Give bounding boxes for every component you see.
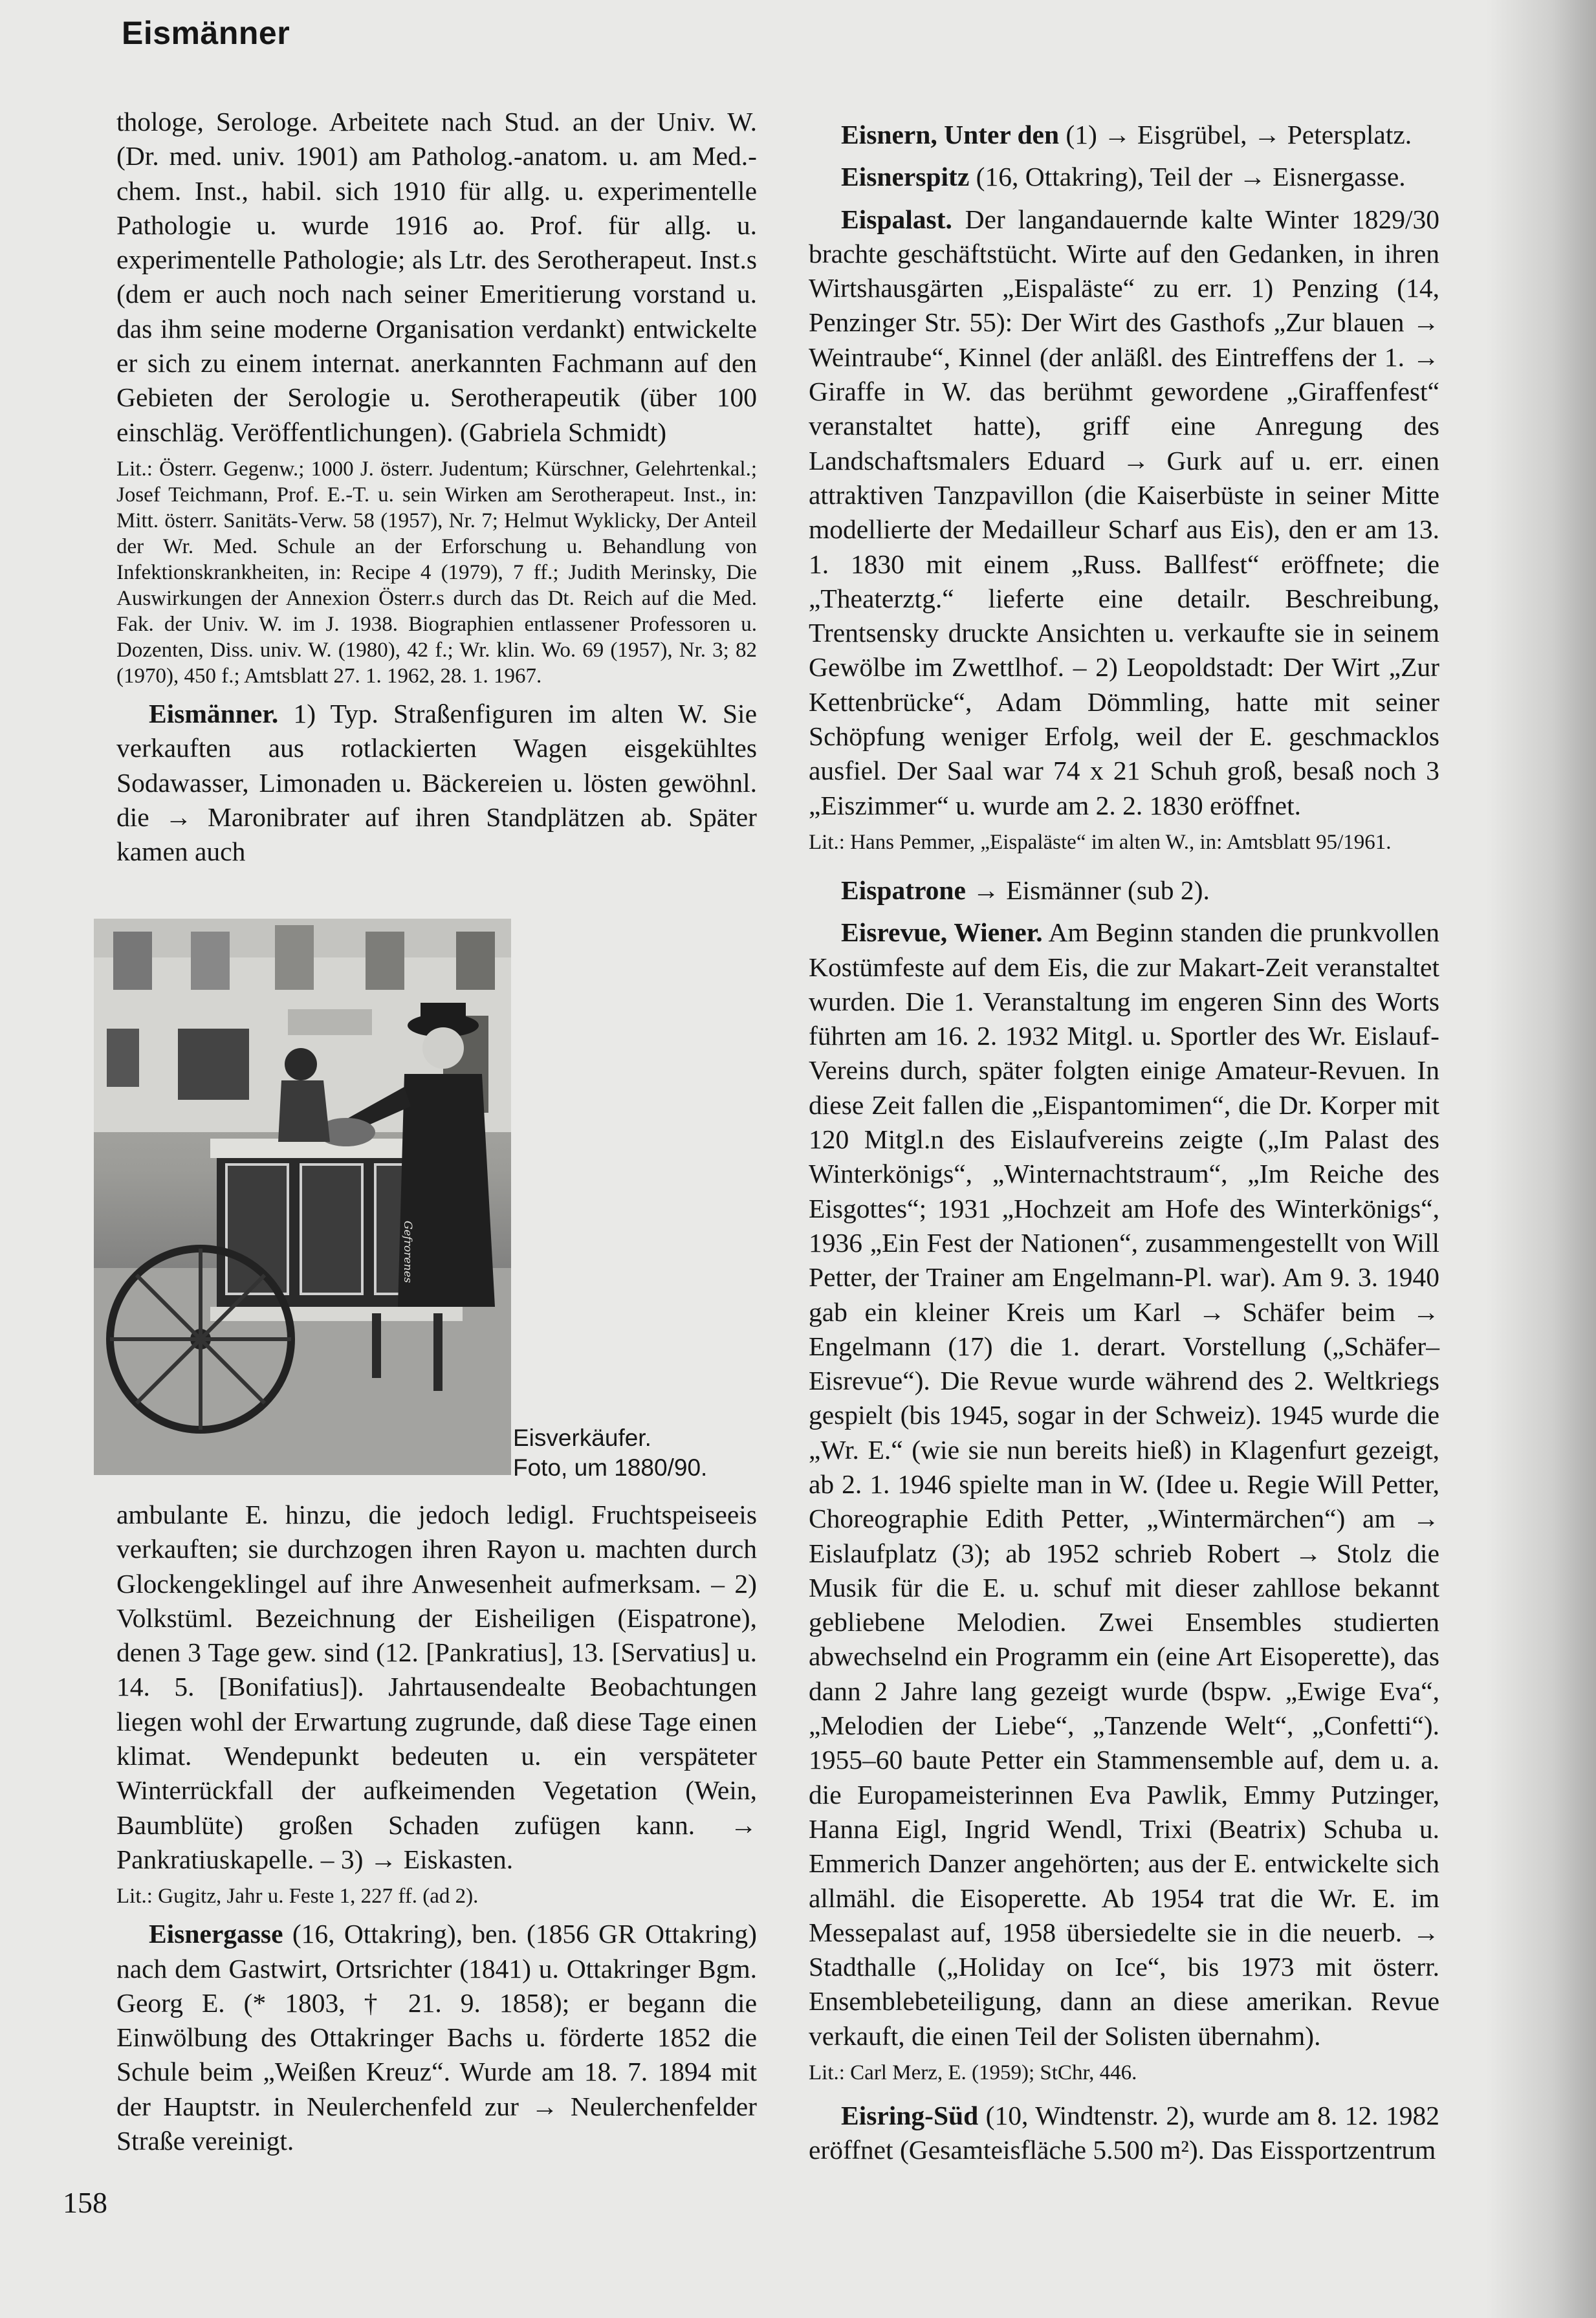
left-column-top (116, 105, 757, 869)
entry-continuation: thologe, Serologe. Arbeitete nach Stud. an der Univ. W. (Dr. med. univ. 1901) am Patholog.-anatom. u. am Med.-chem. Inst., habil. sich 1910 für allg. u. experimentelle Pathologie u. wurde 1916 ao. Prof. für allg. u. experimentelle Pathologie; als Ltr. des Serotherapeut. Inst.s (dem er auch noch nach seiner Emeritierung vorstand u. das ihm seine moderne Organisation verdankt) entwickelte er sich zu einem internat. anerkannten Fachmann auf den Gebieten der Serologie u. Serotherapeutik (über 100 einschläg. Veröffentlichungen). (Gabriela Schmidt) (116, 107, 757, 447)
figure-ice-vendor (94, 919, 773, 1482)
entry-headword: Eisring-Süd (841, 2101, 979, 2131)
ice-cart-illustration (94, 919, 511, 1475)
entry-headword: Eisnergasse (149, 1919, 283, 1949)
literature-note: Lit.: Hans Pemmer, „Eispaläste“ im alten W., in: Amtsblatt 95/1961. (809, 830, 1392, 854)
caption-title: Eisverkäufer. (513, 1425, 651, 1451)
entry-eismaenner-continued: ambulante E. hinzu, die jedoch ledigl. Fruchtspeiseeis verkauften; sie durchzogen ihren Rayon u. machten durch Glockengeklingel auf ihre Anwesenheit aufmerksam. – 2) Volkstüml. Bezeichnung der Eisheiligen (Eispatrone), denen 3 Tage gew. sind (12. [Pankratius], 13. [Servatius] u. 14. 5. [Bonifatius]). Jahrtausendealte Beobachtungen liegen wohl der Erwartung zugrunde, daß diese Tage einen klimat. Wendepunkt bedeuten u. ein verspäteter Winterrückfall der aufkeimenden Vegetation (Wein, Baumblüte) großen Schaden zufügen kann. → Pankratiuskapelle. – 3) → Eiskasten. (116, 1500, 757, 1874)
running-head: Eismänner (122, 15, 290, 51)
entry-headword: Eisnerspitz (841, 162, 970, 192)
entry-headword: Eispalast. (841, 204, 952, 234)
entry-text: (16, Ottakring), Teil der → Eisnergasse. (969, 162, 1406, 192)
entry-text: (10, Windtenstr. 2), wurde am 8. 12. 1982 eröffnet (Gesamteisfläche 5.500 m²). Das Eissportzentrum (809, 2101, 1439, 2165)
entry-eisnerspitz (809, 160, 1439, 194)
left-column-bottom (116, 1498, 757, 2158)
entry-text: Am Beginn standen die prunkvollen Kostümfeste auf dem Eis, die zur Makart-Zeit veranstaltet wurden. Die 1. Veranstaltung im engeren Sinn des Worts führten am 16. 2. 1932 Mitgl. u. Sportler des Wr. Eislauf-Vereins durch, später folgten einige Amateur-Revuen. In diese Zeit fallen die „Eispantomimen“, die Dr. Korper mit 120 Mitgl.n des Eislaufvereins zeigte („Im Palast des Winterkönigs“, „Winternachtstraum“, „Im Reiche des Eisgottes“; 1931 „Hochzeit am Hofe des Winterkönigs“, 1936 „Ein Fest der Nationen“, zusammengestellt von Will Petter, der Trainer am Engelmann-Pl. war). Am 9. 3. 1940 gab ein kleiner Kreis um Karl → Schäfer beim → Engelmann (17) die 1. derart. Vorstellung („Schäfer–Eisrevue“). Die Revue wurde während des 2. Weltkriegs gespielt (bis 1945, sogar in der Schweiz). 1945 wurde die „Wr. E.“ (wie sie nun bereits hieß) in Klagenfurt gezeigt, ab 2. 1. 1946 spielte man in W. (Idee u. Regie Will Petter, Choreographie Edith Petter, „Wintermärchen“) am → Eislaufplatz (3); ab 1952 schrieb Robert → Stolz die Musik für die E. u. schuf mit dieser zahllose bekannt gebliebene Melodien. Zwei Ensembles studierten abwechselnd ein Programm ein (eine Art Eisoperette), das dann 2 Jahre lang gezeigt wurde (bspw. „Ewige Eva“, „Melodien der Liebe“, „Tanzende Welt“, „Confetti“). 1955–60 baute Petter ein Stammensemble auf, dem u. a. die Europameisterinnen Eva Pawlik, Emmy Putzinger, Hanna Eigl, Ingrid Wendl, Trixi (Beatrix) Schuba u. Emmerich Danzer angehörten; aus der E. entwickelte sich allmähl. die Eisoperette. Ab 1954 trat die Wr. E. im Messepalast auf, 1958 übersiedelte sie in die neuerb. → Stadthalle („Holiday on Ice“, bis 1973 mit österr. Ensemblebeteiligung, dann an diese amerikan. Revue verkauft, die einen Teil der Solisten übernahm). (809, 917, 1440, 2051)
caption-date: Foto, um 1880/90. (513, 1454, 708, 1481)
entry-eisnern (809, 118, 1439, 152)
entry-text: 1) Typ. Straßenfiguren im alten W. Sie verkauften aus rotlackierten Wagen eisgekühltes Sodawasser, Limonaden u. Bäckereien u. lösten gewöhnl. die → Maronibrater auf ihren Standplätzen ab. Später kamen auch (116, 698, 757, 867)
entry-eismaenner (116, 697, 757, 869)
entry-eispatrone (809, 873, 1439, 908)
figure-caption (513, 1423, 707, 1483)
entry-eisnergasse (116, 1917, 757, 2158)
cart-sign-text: Gefrorenes (401, 1220, 414, 1284)
literature-note: Lit.: Carl Merz, E. (1959); StChr, 446. (809, 2061, 1137, 2085)
literature-note: Lit.: Österr. Gegenw.; 1000 J. österr. Judentum; Kürschner, Gelehrtenkal.; Josef Teichmann, Prof. E.-T. u. sein Wirken am Serotherapeut. Inst., in: Mitt. österr. Sanitäts-Verw. 58 (1957), Nr. 7; Helmut Wyklicky, Der Anteil der Wr. Med. Schule an der Erforschung u. Behandlung von Infektionskrankheiten, in: Recipe 4 (1979), 7 ff.; Judith Merinsky, Die Auswirkungen der Annexion Österr.s durch das Dt. Reich auf die Med. Fak. der Univ. W. im J. 1938. Biographien entlassener Professoren u. Dozenten, Diss. univ. W. (1980), 42 f.; Wr. klin. Wo. 69 (1957), Nr. 3; 82 (1970), 450 f.; Amtsblatt 27. 1. 1962, 28. 1. 1967. (116, 457, 757, 688)
right-column (809, 118, 1439, 2168)
ice-vendor-photo (94, 919, 511, 1475)
entry-text: (16, Ottakring), ben. (1856 GR Ottakring) nach dem Gastwirt, Ortsrichter (1841) u. Ottakringer Bgm. Georg E. (* 1803, † 21. 9. 1858); er begann die Einwölbung des Ottakringer Bachs u. förderte 1852 die Schule beim „Weißen Kreuz“. Wurde am 18. 7. 1894 mit der Hauptstr. in Neulerchenfeld zur → Neulerchenfelder Straße vereinigt. (116, 1919, 757, 2156)
entry-eisrevue (809, 915, 1439, 2053)
entry-headword: Eispatrone (841, 875, 966, 905)
page-edge-shadow (1486, 0, 1596, 2318)
entry-text: Der langandauernde kalte Winter 1829/30 brachte geschäftstücht. Wirte auf den Gedanken, in ihren Wirtshausgärten „Eispaläste“ zu err. 1) Penzing (14, Penzinger Str. 55): Der Wirt des Gasthofs „Zur blauen → Weintraube“, Kinnel (der anläßl. des Eintreffens der 1. → Giraffe in W. das berühmt gewordene „Giraffenfest“ veranstaltet hatte), griff eine Anregung des Landschaftsmalers Eduard → Gurk auf u. err. einen attraktiven Tanzpavillon (die Kaiserbüste in seiner Mitte modellierte der Medailleur Scharf aus Eis), den er am 13. 1. 1830 mit einem „Russ. Ballfest“ eröffnete; die „Theaterztg.“ lieferte eine detailr. Beschreibung, Trentsensky druckte Ansichten u. verkaufte sie in seinem Gewölbe im Zwettlhof. – 2) Leopoldstadt: Der Wirt „Zur Kettenbrücke“, Adam Dömmling, hatte mit seiner Schöpfung weniger Erfolg, weil der E. geschmacklos ausfiel. Der Saal war 74 x 21 Schuh groß, besaß noch 3 „Eiszimmer“ u. wurde am 2. 2. 1830 eröffnet. (809, 204, 1439, 820)
entry-headword: Eisrevue, Wiener. (841, 917, 1043, 948)
page-number: 158 (63, 2186, 107, 2219)
entry-text: (1) → Eisgrübel, → Petersplatz. (1059, 120, 1412, 149)
entry-headword: Eisnern, Unter den (841, 120, 1060, 149)
entry-eispalast (809, 202, 1439, 823)
literature-note: Lit.: Gugitz, Jahr u. Feste 1, 227 ff. (ad 2). (116, 1885, 479, 1908)
entry-headword: Eismänner. (149, 698, 279, 728)
entry-eisring-sued (809, 2099, 1439, 2168)
entry-text: → Eismänner (sub 2). (965, 875, 1210, 905)
